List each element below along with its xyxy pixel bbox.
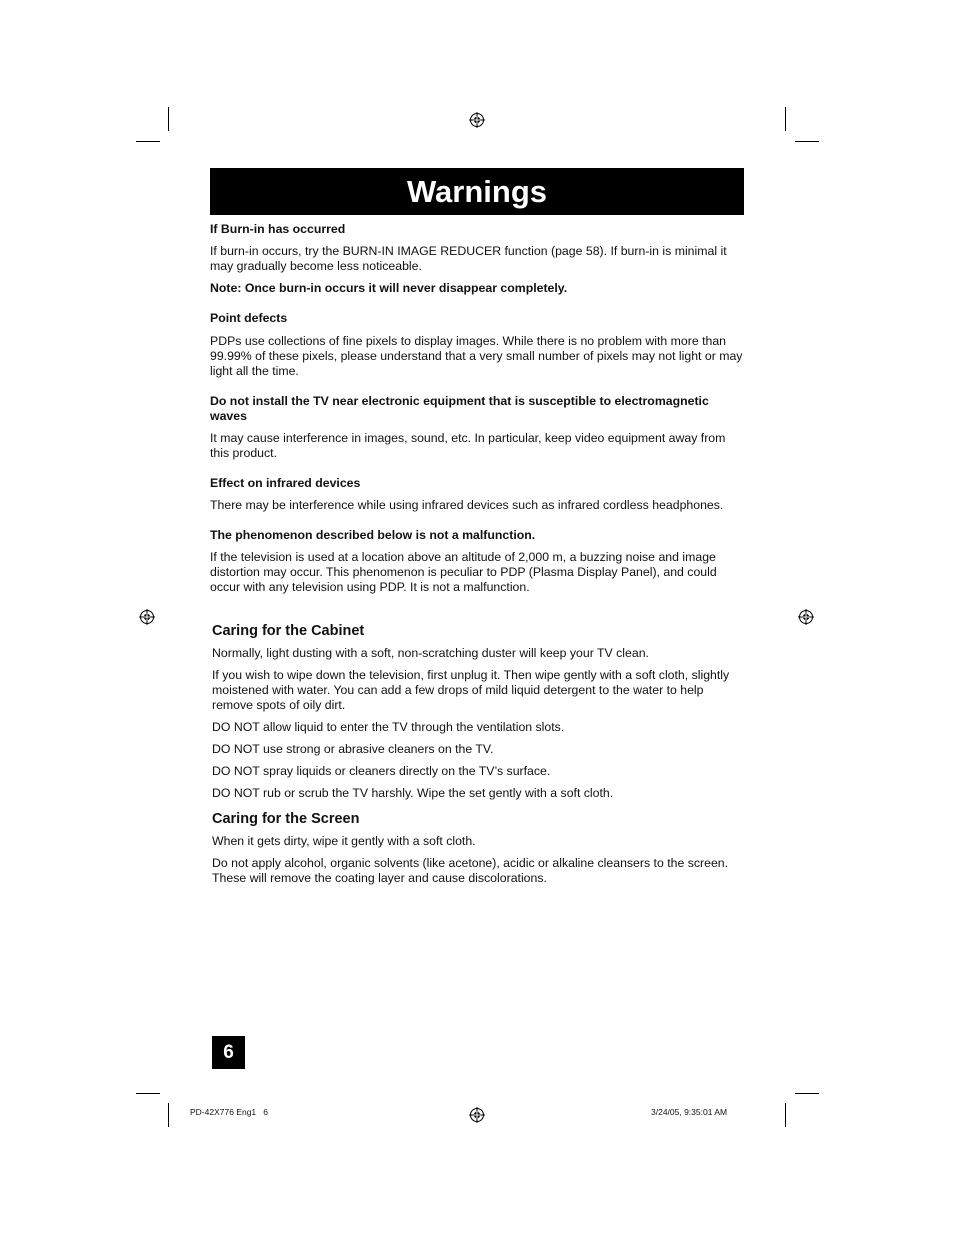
- crop-mark: [136, 1093, 160, 1094]
- cabinet-paragraph: If you wish to wipe down the television, first unplug it. Then wipe gently with a soft cloth, slightly moistened with water. You can add a few drops of mild liquid detergent to the water to help remove spots of oily dirt.: [212, 668, 730, 712]
- section-body: PDPs use collections of fine pixels to display images. While there is no problem with more than 99.99% of these pixels, please understand that a very small number of pixels may not light or may light all the time.: [210, 334, 743, 378]
- section-heading: If Burn-in has occurred: [210, 222, 346, 236]
- section-body: It may cause interference in images, sound, etc. In particular, keep video equipment away from this product.: [210, 431, 726, 460]
- registration-mark-icon: [469, 112, 485, 128]
- crop-mark: [795, 141, 819, 142]
- cabinet-paragraph: DO NOT rub or scrub the TV harshly. Wipe the set gently with a soft cloth.: [212, 786, 614, 800]
- crop-mark: [785, 107, 786, 131]
- section-heading: Do not install the TV near electronic equipment that is susceptible to electromagnetic waves: [210, 394, 709, 423]
- registration-mark-icon: [139, 609, 155, 625]
- screen-heading: Caring for the Screen: [212, 811, 360, 827]
- screen-paragraph: Do not apply alcohol, organic solvents (like acetone), acidic or alkaline cleansers to the screen. These will remove the coating layer and cause discolorations.: [212, 856, 729, 885]
- page-title-bar: [210, 168, 744, 215]
- crop-mark: [168, 107, 169, 131]
- cabinet-paragraph: Normally, light dusting with a soft, non-scratching duster will keep your TV clean.: [212, 646, 649, 660]
- section-heading: Effect on infrared devices: [210, 476, 361, 490]
- section-note: Note: Once burn-in occurs it will never disappear completely.: [210, 281, 568, 295]
- cabinet-heading: Caring for the Cabinet: [212, 623, 365, 639]
- cabinet-paragraph: DO NOT use strong or abrasive cleaners on the TV.: [212, 742, 494, 756]
- section-body: There may be interference while using infrared devices such as infrared cordless headphones.: [210, 498, 724, 512]
- section-body: If burn-in occurs, try the BURN-IN IMAGE REDUCER function (page 58). If burn-in is minimal it may gradually become less noticeable.: [210, 244, 727, 273]
- cabinet-paragraph: DO NOT spray liquids or cleaners directly on the TV’s surface.: [212, 764, 551, 778]
- crop-mark: [785, 1103, 786, 1127]
- section-heading: The phenomenon described below is not a malfunction.: [210, 528, 536, 542]
- crop-mark: [795, 1093, 819, 1094]
- cabinet-paragraph: DO NOT allow liquid to enter the TV through the ventilation slots.: [212, 720, 565, 734]
- section-body: If the television is used at a location above an altitude of 2,000 m, a buzzing noise and image distortion may occur. This phenomenon is peculiar to PDP (Plasma Display Panel), and could occur with any television using PDP. It is not a malfunction.: [210, 550, 717, 594]
- page-title: Warnings: [406, 174, 548, 209]
- page-number: 6: [212, 1036, 245, 1069]
- screen-paragraph: When it gets dirty, wipe it gently with a soft cloth.: [212, 834, 476, 848]
- footer-file-label: PD-42X776 Eng1 6: [190, 1107, 268, 1117]
- section-heading: Point defects: [210, 311, 288, 325]
- footer-timestamp: 3/24/05, 9:35:01 AM: [651, 1107, 728, 1117]
- crop-mark: [168, 1103, 169, 1127]
- registration-mark-icon: [798, 609, 814, 625]
- registration-mark-icon: [469, 1107, 485, 1123]
- crop-mark: [136, 141, 160, 142]
